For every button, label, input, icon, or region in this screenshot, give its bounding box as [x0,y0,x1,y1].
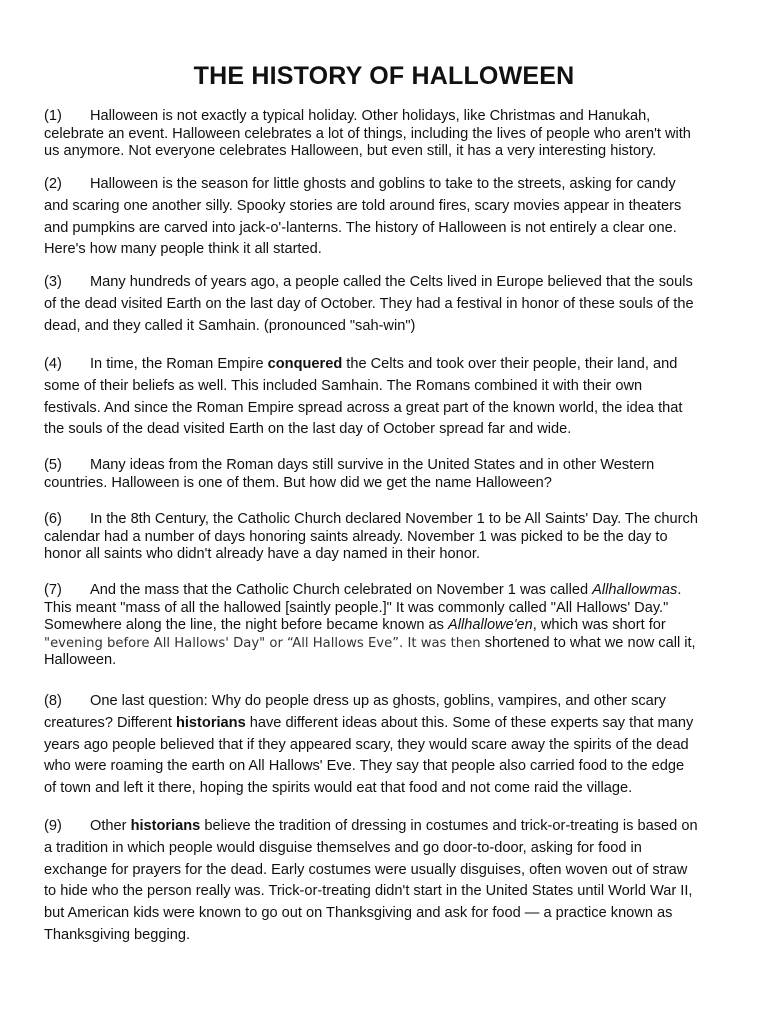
paragraph-6 [44,511,728,564]
paragraph-text: Many ideas from the Roman days still survive in the United States and in other Western [90,457,655,473]
paragraph-2 [44,174,728,261]
page-title: THE HISTORY OF HALLOWEEN [193,62,575,90]
paragraph-text: festivals. And since the Roman Empire spread across a great part of the known world, the idea that [44,399,683,416]
term-allhallowmas: Allhallowmas [592,582,678,598]
paragraph-text: In the 8th Century, the Catholic Church declared November 1 to be All Saints' Day. The church [90,511,698,527]
paragraph-text: Somewhere along the line, the night before became known as [44,617,449,634]
paragraph-text: exchange for prayers for the dead. Early costumes were usually disguises, often woven out of straw [44,861,688,878]
paragraph-text: the Celts and took over their people, their land, and [342,356,678,372]
paragraph-text: Thanksgiving begging. [44,926,191,943]
paragraph-text: Other [90,818,131,834]
paragraph-number: (1) [44,108,62,124]
paragraph-text: In time, the Roman Empire [90,356,268,372]
paragraph-text: who were roaming the earth on All Hallows' Eve. They say that people also carried food to the edge [44,758,685,775]
paragraph-number: (3) [44,274,62,290]
paragraph-number: (9) [44,818,62,834]
paragraph-4 [44,354,728,441]
paragraph-text: Many hundreds of years ago, a people called the Celts lived in Europe believed that the souls [90,274,693,290]
paragraph-text: of the dead visited Earth on the last day of October. They had a festival in honor of these souls of the [44,295,694,312]
paragraph-number: (2) [44,176,62,192]
paragraph-text: have different ideas about this. Some of these experts say that many [245,714,694,731]
paragraph-text: This meant "mass of all the hallowed [saintly people.]" It was commonly called "All Hallows' Day." [44,599,669,616]
paragraph-text: shortened to what we now call it, [480,634,696,651]
paragraph-9 [44,816,728,947]
paragraph-text-alt-font: "evening before All Hallows' Day" or “All Hallows Eve”. It was then [44,635,481,651]
paragraph-text: believe the tradition of dressing in costumes and trick-or-treating is based on [200,818,698,834]
paragraph-text: Halloween is the season for little ghosts and goblins to take to the streets, asking for candy [90,176,676,192]
paragraph-text: Halloween is not exactly a typical holiday. Other holidays, like Christmas and Hanukah, [90,108,651,124]
paragraph-7: (7) And the mass that the Catholic Church celebrated on November 1 was called Allhallowmas. This meant "mass of all the hallowed [saintly people.]" It was commonly called "All Hallows' Day." Somewhere along the line, the night before became known as Allhallowe'en, which was short for "evening before All Hallows' Day" or “All Hallows Eve”. It was then shortened to what we now call it, Halloween. [44,582,728,670]
paragraph-text: us anymore. Not everyone celebrates Halloween, but even still, it has a very interesting history. [44,143,657,160]
paragraph-text: dead, and they called it Samhain. (pronounced "sah-win") [44,317,416,334]
paragraph-number: (6) [44,511,62,527]
paragraph-text: calendar had a number of days honoring saints already. November 1 was picked to be the day to [44,528,668,545]
paragraph-text: the souls of the dead visited Earth on the last day of October spread far and wide. [44,421,572,438]
paragraph-text: honor all saints who didn't already have a day named in their honor. [44,546,481,563]
paragraph-1 [44,108,728,161]
paragraph-3 [44,272,728,337]
paragraph-text: of town and left it there, hoping the spirits would eat that food and not come raid the village. [44,780,633,797]
paragraph-number: (7) [44,582,62,598]
keyword-historians: historians [175,714,246,731]
paragraph-8 [44,691,728,800]
paragraph-text: And the mass that the Catholic Church celebrated on November 1 was called [90,582,593,598]
paragraph-text: Here's how many people think it all started. [44,241,322,258]
paragraph-text: to hide who the person really was. Trick-or-treating didn't start in the United States until World War II, [44,883,693,900]
paragraph-number: (5) [44,457,62,473]
paragraph-text: and scaring one another silly. Spooky stories are told around fires, scary movies appear in theaters [44,197,682,214]
paragraph-text: Halloween. [44,652,117,669]
keyword-conquered: conquered [267,356,343,372]
paragraph-text: creatures? Different [44,714,176,731]
paragraph-number: (8) [44,693,62,709]
paragraph-text: One last question: Why do people dress up as ghosts, goblins, vampires, and other scary [90,693,666,709]
paragraph-text: some of their beliefs as well. This included Samhain. The Romans combined it with their own [44,377,643,394]
paragraph-5 [44,457,728,492]
paragraph-text: a tradition in which people would disguise themselves and go door-to-door, asking for food in [44,839,642,856]
paragraph-text: but American kids were known to go out on Thanksgiving and ask for food — a practice known as [44,905,673,922]
paragraph-text: years ago people believed that if they appeared scary, they would scare away the spirits of the dead [44,736,689,753]
paragraph-number: (4) [44,356,62,372]
paragraph-text: countries. Halloween is one of them. But how did we get the name Halloween? [44,474,552,491]
paragraph-text: and pumpkins are carved into jack-o'-lanterns. The history of Halloween is not entirely a clear one. [44,219,677,236]
keyword-historians: historians [130,818,201,834]
paragraph-text: celebrate an event. Halloween celebrates a lot of things, including the lives of people who aren't with [44,125,691,142]
term-allhallowe-en: Allhallowe'en [448,617,533,634]
